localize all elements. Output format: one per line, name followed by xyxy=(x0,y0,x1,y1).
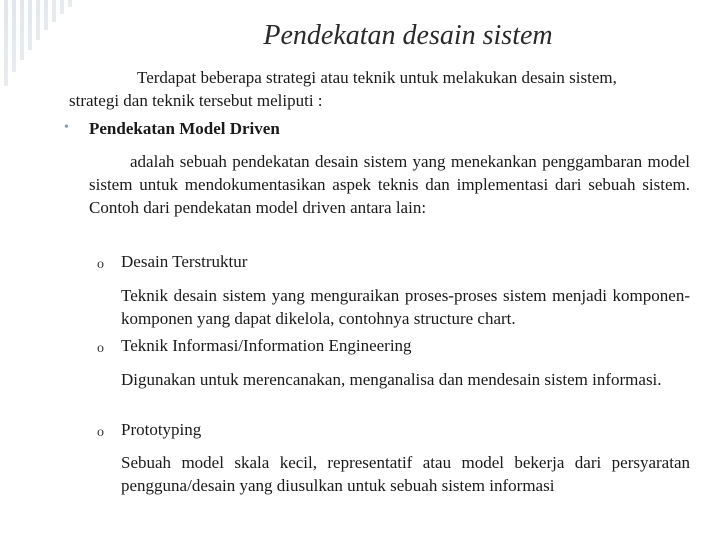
section-description: adalah sebuah pendekatan desain sistem yang menekankan penggambaran model sistem untuk mendokumentasikan aspek teknis dan implementasi dari sebuah sistem. Contoh dari pendekatan model driven antara lain: xyxy=(89,152,690,217)
item-title: Prototyping xyxy=(121,420,202,439)
section-heading: Pendekatan Model Driven xyxy=(89,119,280,138)
page-title: Pendekatan desain sistem xyxy=(263,20,553,51)
intro-paragraph: Terdapat beberapa strategi atau teknik untuk melakukan desain sistem, strategi dan teknik tersebut meliputi : xyxy=(69,68,617,110)
circle-bullet-icon: o xyxy=(97,425,104,440)
item-body: Digunakan untuk merencanakan, menganalisa dan mendesain sistem informasi. xyxy=(121,370,662,389)
item-body: Sebuah model skala kecil, representatif atau model bekerja dari persyaratan pengguna/desain yang diusulkan untuk sebuah sistem informasi xyxy=(121,453,690,495)
item-body: Teknik desain sistem yang menguraikan proses-proses sistem menjadi komponen-komponen yang dapat dikelola, contohnya structure chart. xyxy=(121,286,690,328)
bullet-icon: • xyxy=(64,120,69,135)
circle-bullet-icon: o xyxy=(97,257,104,272)
circle-bullet-icon: o xyxy=(97,341,104,356)
item-title: Desain Terstruktur xyxy=(121,252,248,271)
item-title: Teknik Informasi/Information Engineering xyxy=(121,336,412,355)
